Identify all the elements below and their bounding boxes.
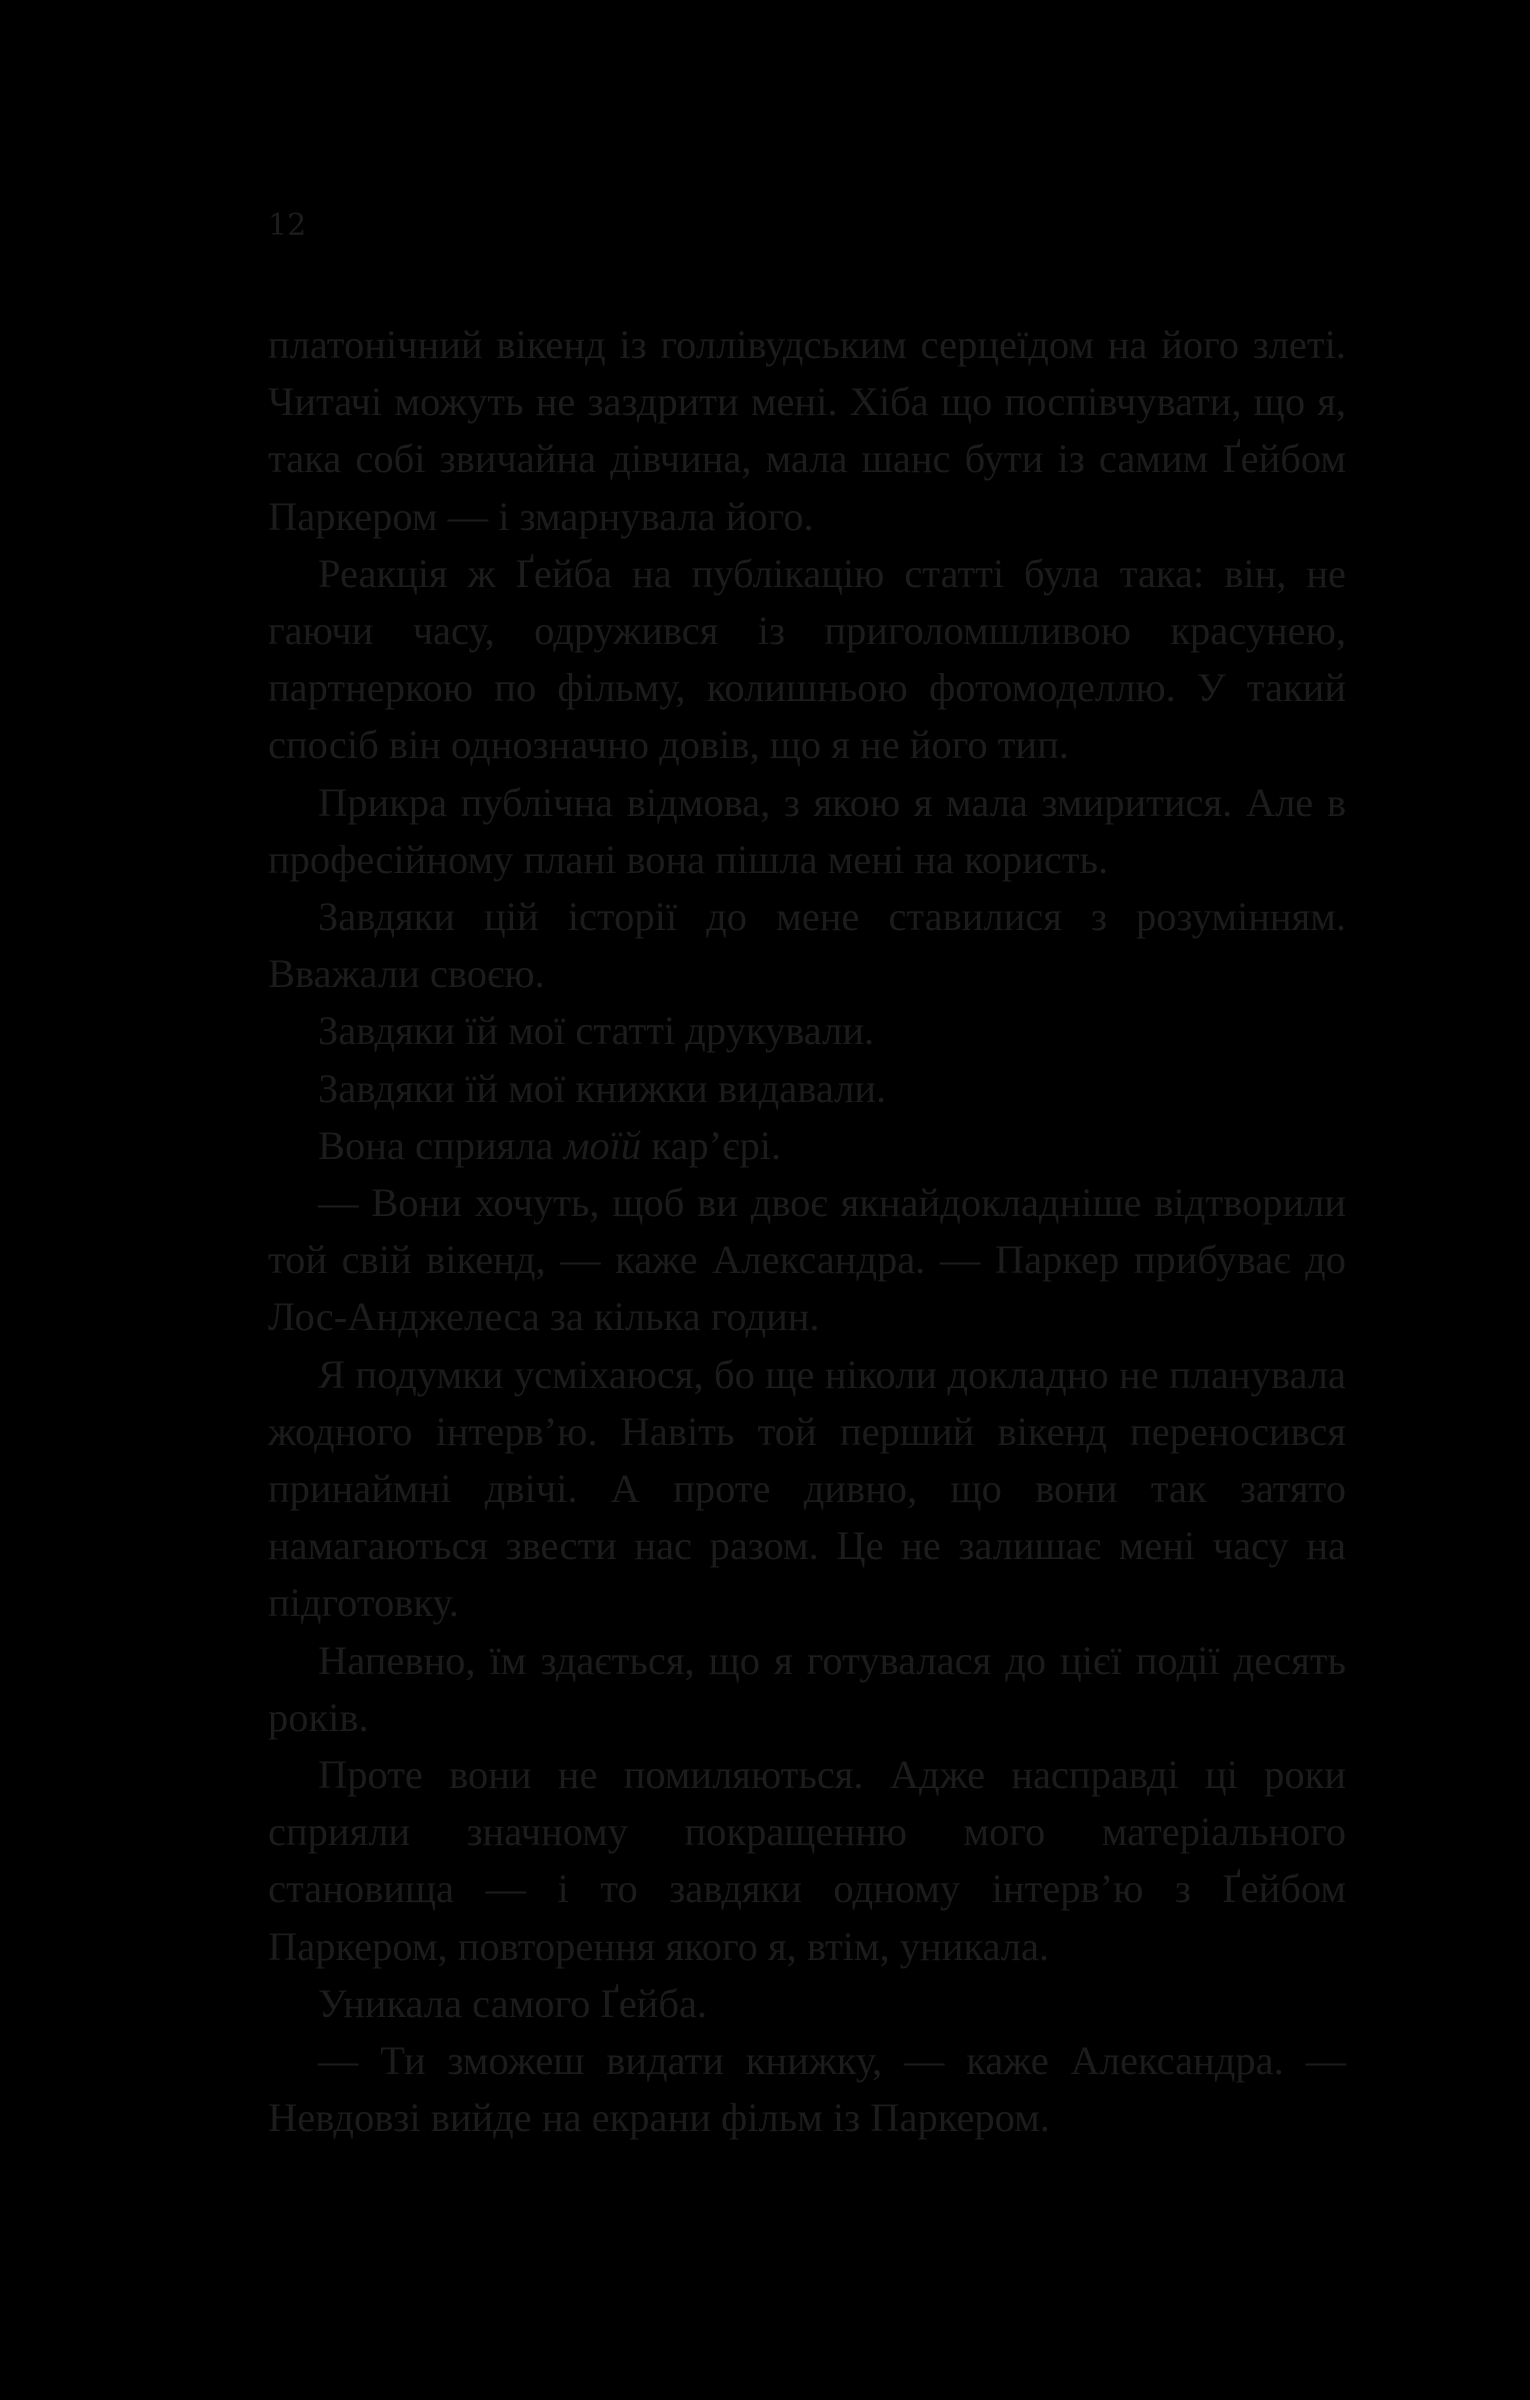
body-text xyxy=(268,316,1346,2147)
paragraph: Завдяки цій історії до мене ставилися з розумінням. Вважали своєю. xyxy=(268,894,1346,997)
page-number: 12 xyxy=(268,208,307,243)
paragraph: Реакція ж Ґейба на публікацію статті була така: він, не гаючи часу, одружився із приголомшливою красунею, партнеркою по фільму, колишньою фотомоделлю. У такий спосіб він однозначно довів, що я не його тип. xyxy=(268,550,1346,768)
paragraph: Завдяки їй мої книжки видавали. xyxy=(318,1065,887,1111)
paragraph: — Ти зможеш видати книжку, — каже Александра. — Невдовзі вийде на екрани фільм із Паркером. xyxy=(268,2038,1346,2141)
paragraph: Завдяки їй мої статті друкували. xyxy=(318,1008,875,1054)
paragraph-text: кар’єрі. xyxy=(641,1122,782,1168)
paragraph: Прикра публічна відмова, з якою я мала змиритися. Але в професійному плані вона пішла мені на користь. xyxy=(268,779,1346,882)
emphasis-text: моїй xyxy=(563,1122,642,1168)
paragraph: Напевно, їм здається, що я готувалася до цієї події десять років. xyxy=(268,1637,1346,1740)
paragraph-text: Вона сприяла xyxy=(318,1122,564,1168)
paragraph: — Вони хочуть, щоб ви двоє якнайдокладніше відтворили той свій вікенд, — каже Александра. — Паркер прибуває до Лос-Анджелеса за кілька годин. xyxy=(268,1180,1346,1340)
paragraph: Уникала самого Ґейба. xyxy=(318,1980,708,2026)
paragraph xyxy=(268,1117,1346,1174)
paragraph: Я подумки усміхаюся, бо ще ніколи докладно не планувала жодного інтерв’ю. Навіть той перший вікенд переносився принаймні двічі. А проте дивно, що вони так затято намагаються звести нас разом. Це не залишає мені часу на підготовку. xyxy=(268,1351,1346,1626)
paragraph: платонічний вікенд із голлівудським серцеїдом на його злеті. Читачі можуть не заздрити мені. Хіба що поспівчувати, що я, така собі звичайна дівчина, мала шанс бути із самим Ґейбом Паркером — і змарнувала його. xyxy=(268,322,1346,539)
paragraph: Проте вони не помиляються. Адже насправді ці роки сприяли значному покращенню мого матеріального становища — і то завдяки одному інтерв’ю з Ґейбом Паркером, повторення якого я, втім, уникала. xyxy=(268,1752,1346,1969)
